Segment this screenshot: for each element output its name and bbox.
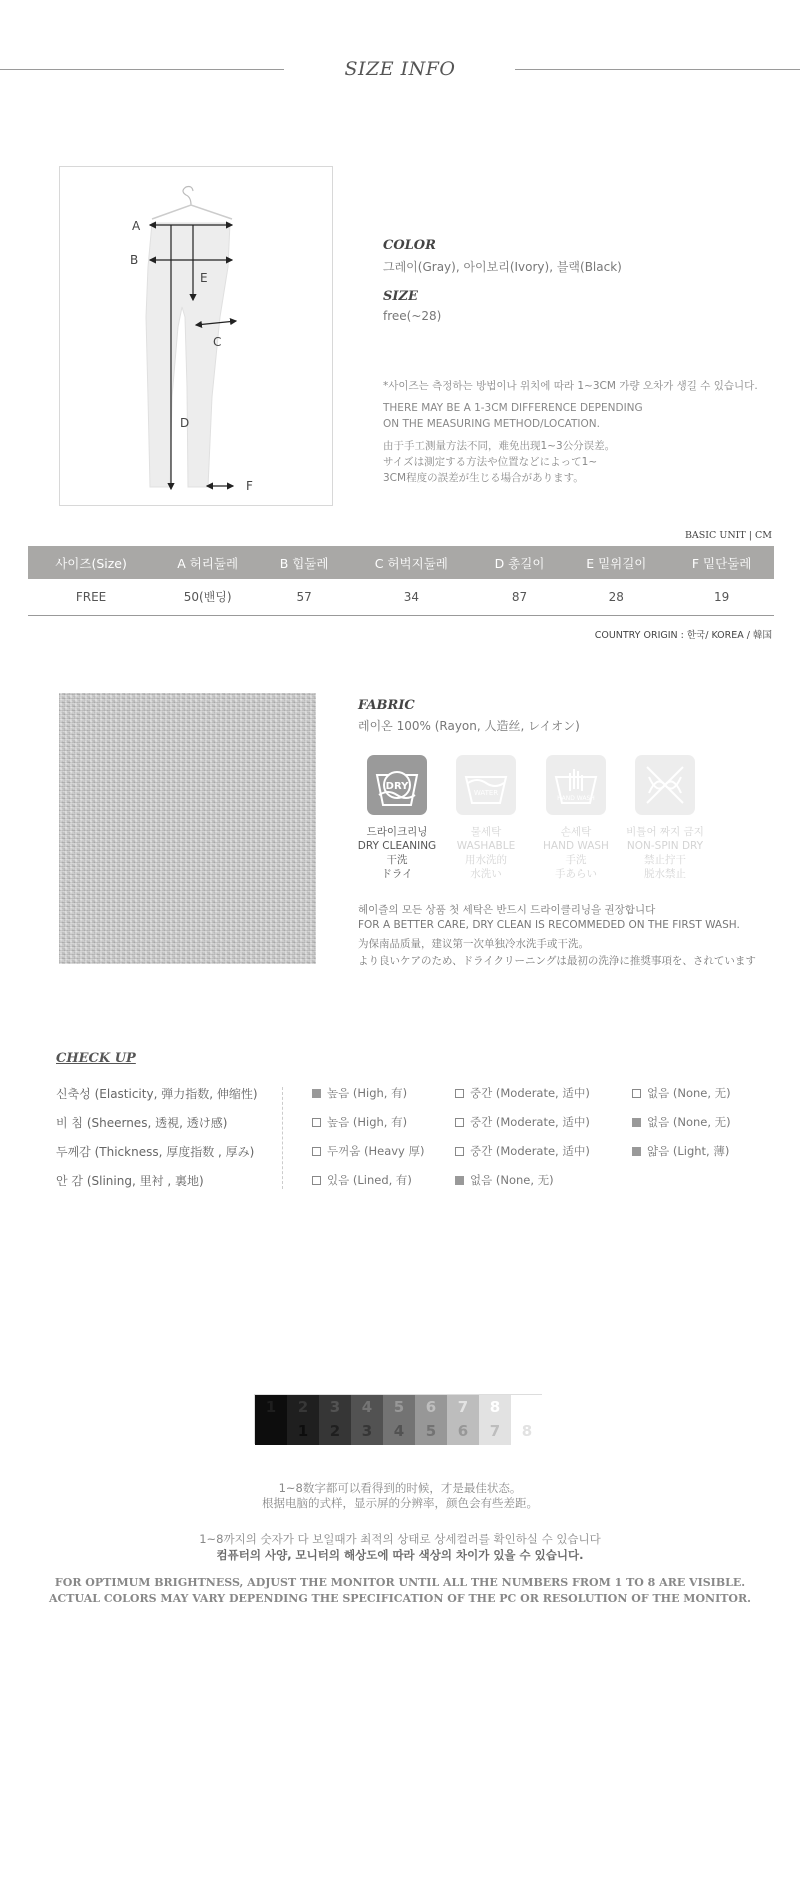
care-line: HAND WASH bbox=[543, 840, 609, 852]
care-line: 비틀어 짜지 금지 bbox=[626, 826, 704, 838]
checkup-option bbox=[632, 1143, 729, 1159]
checkup-option bbox=[312, 1143, 425, 1159]
table-header: A 허리둘레 bbox=[154, 546, 261, 579]
checkup-option bbox=[455, 1085, 590, 1101]
note-line: 3CM程度の誤差が生じる場合があります。 bbox=[383, 472, 584, 484]
care-line: 用水洗的 bbox=[465, 854, 507, 866]
checkbox bbox=[312, 1147, 321, 1156]
table-cell: 19 bbox=[669, 579, 774, 615]
wash-badge-text: WATER bbox=[473, 789, 499, 797]
table-cell: 50(밴딩) bbox=[154, 579, 261, 615]
strip-number-top: 4 bbox=[361, 1398, 373, 1416]
size-heading: SIZE bbox=[383, 289, 418, 304]
fabric-value: 레이온 100% (Rayon, 人造丝, レイオン) bbox=[358, 719, 580, 733]
diagram-label-b: B bbox=[130, 253, 139, 267]
care-line: 손세탁 bbox=[560, 826, 592, 838]
table-header: E 밑위길이 bbox=[563, 546, 669, 579]
checkup-label-sheerness: 비 침 (Sheernes, 透視, 透け感) bbox=[56, 1116, 228, 1130]
strip-number-top: 2 bbox=[297, 1398, 309, 1416]
table-header: D 총길이 bbox=[476, 546, 564, 579]
table-header: C 허벅지둘레 bbox=[347, 546, 476, 579]
care-label-wash bbox=[436, 825, 536, 881]
option-text: 두꺼움 (Heavy 厚) bbox=[327, 1144, 425, 1158]
note-line: *사이즈는 측정하는 방법이나 위치에 따라 1~3CM 가량 오차가 생길 수 있습니다. bbox=[383, 380, 758, 392]
care-line: WASHABLE bbox=[456, 840, 516, 852]
strip-number-bottom: 5 bbox=[425, 1422, 437, 1440]
footer-en-line: ACTUAL COLORS MAY VARY DEPENDING THE SPECIFICATION OF THE PC OR RESOLUTION OF THE MONITOR. bbox=[49, 1592, 751, 1605]
option-text: 중간 (Moderate, 适中) bbox=[470, 1115, 590, 1129]
option-text: 없음 (None, 无) bbox=[647, 1115, 731, 1129]
table-header: B 힙둘레 bbox=[261, 546, 347, 579]
checkbox-checked bbox=[632, 1118, 641, 1127]
note-line: 由于手工测量方法不同，难免出现1~3公分误差。 bbox=[383, 440, 616, 452]
strip-number-bottom: 2 bbox=[329, 1422, 341, 1440]
checkbox bbox=[312, 1176, 321, 1185]
diagram-label-c: C bbox=[213, 335, 222, 349]
dry-badge-text: DRY bbox=[385, 781, 409, 792]
care-label-dry bbox=[347, 825, 447, 881]
size-table bbox=[28, 546, 774, 616]
checkup-option bbox=[312, 1172, 412, 1188]
diagram-label-d: D bbox=[180, 416, 190, 430]
strip-number-bottom: 8 bbox=[521, 1422, 533, 1440]
checkup-option bbox=[632, 1114, 731, 1130]
hand-wash-badge-text: HAND WASH bbox=[557, 795, 595, 802]
checkup-divider bbox=[282, 1087, 283, 1189]
checkbox bbox=[455, 1089, 464, 1098]
strip-number-bottom: 1 bbox=[297, 1422, 309, 1440]
size-value: free(~28) bbox=[383, 309, 442, 323]
checkup-option bbox=[455, 1114, 590, 1130]
strip-number-bottom: 3 bbox=[361, 1422, 373, 1440]
table-cell: 28 bbox=[563, 579, 669, 615]
fabric-heading: FABRIC bbox=[358, 698, 415, 713]
care-line: 禁止拧干 bbox=[644, 854, 686, 866]
checkup-label-elasticity: 신축성 (Elasticity, 弾力指数, 伸缩性) bbox=[56, 1087, 258, 1101]
strip-number-top: 8 bbox=[489, 1398, 501, 1416]
note-line: THERE MAY BE A 1-3CM DIFFERENCE DEPENDING bbox=[383, 402, 643, 414]
care-line: 手あらい bbox=[555, 868, 597, 880]
table-cell: 34 bbox=[347, 579, 476, 615]
strip-number-top: 5 bbox=[393, 1398, 405, 1416]
checkup-label-thickness: 두께감 (Thickness, 厚度指数 , 厚み) bbox=[56, 1145, 255, 1159]
option-text: 중간 (Moderate, 适中) bbox=[470, 1086, 590, 1100]
checkup-option bbox=[312, 1085, 407, 1101]
color-heading: COLOR bbox=[383, 238, 436, 253]
checkbox bbox=[455, 1118, 464, 1127]
checkup-option bbox=[312, 1114, 407, 1130]
strip-number-top: 1 bbox=[265, 1398, 277, 1416]
table-row bbox=[28, 579, 774, 615]
diagram-label-a: A bbox=[132, 219, 141, 233]
page-title: SIZE INFO bbox=[344, 58, 456, 80]
table-cell: 87 bbox=[476, 579, 564, 615]
checkbox bbox=[312, 1118, 321, 1127]
diagram-label-f: F bbox=[246, 479, 253, 493]
country-origin: COUNTRY ORIGIN : 한국/ KOREA / 韓国 bbox=[594, 630, 772, 641]
care-note-jp: より良いケアのため、ドライクリーニングは最初の洗浄に推奨事項を、されています bbox=[358, 955, 756, 967]
color-value: 그레이(Gray), 아이보리(Ivory), 블랙(Black) bbox=[383, 260, 622, 274]
table-cell: FREE bbox=[28, 579, 154, 615]
checkbox-checked bbox=[632, 1147, 641, 1156]
care-label-no-spin bbox=[615, 825, 715, 881]
strip-number-bottom: 7 bbox=[489, 1422, 501, 1440]
footer-kr-line: 1~8까지의 숫자가 다 보일때가 최적의 상태로 상세컬러를 확인하실 수 있습니다 bbox=[199, 1532, 601, 1546]
care-line: 干洗 bbox=[386, 854, 408, 866]
table-cell: 57 bbox=[261, 579, 347, 615]
wash-icon bbox=[456, 755, 516, 815]
leggings-illustration bbox=[60, 167, 334, 507]
strip-number-top: 7 bbox=[457, 1398, 469, 1416]
care-line: 드라이크리닝 bbox=[366, 826, 428, 838]
table-header: 사이즈(Size) bbox=[28, 546, 154, 579]
strip-number-bottom: 4 bbox=[393, 1422, 405, 1440]
care-line: 물세탁 bbox=[470, 826, 502, 838]
care-line: DRY CLEANING bbox=[357, 840, 437, 852]
option-text: 얇음 (Light, 薄) bbox=[647, 1144, 730, 1158]
dry-clean-icon bbox=[367, 755, 427, 815]
strip-number-top: 6 bbox=[425, 1398, 437, 1416]
checkbox bbox=[632, 1089, 641, 1098]
care-note-cn: 为保南品质量，建议第一次单独冷水洗手或干洗。 bbox=[358, 938, 589, 950]
care-line: ドライ bbox=[381, 868, 413, 880]
option-text: 높음 (High, 有) bbox=[327, 1086, 408, 1100]
care-note-kr: 헤이즐의 모든 상품 첫 세탁은 반드시 드라이클리닝을 권장합니다 bbox=[358, 904, 656, 916]
footer-en-line: FOR OPTIMUM BRIGHTNESS, ADJUST THE MONITOR UNTIL ALL THE NUMBERS FROM 1 TO 8 ARE VISIBLE. bbox=[54, 1576, 746, 1589]
strip-number-bottom: 6 bbox=[457, 1422, 469, 1440]
brightness-strip bbox=[254, 1394, 542, 1444]
no-spin-dry-icon bbox=[635, 755, 695, 815]
care-line: 脱水禁止 bbox=[644, 868, 686, 880]
option-text: 중간 (Moderate, 适中) bbox=[470, 1144, 590, 1158]
table-header-row bbox=[28, 546, 774, 579]
care-line: 水洗い bbox=[470, 868, 502, 880]
diagram-label-e: E bbox=[200, 271, 208, 285]
option-text: 높음 (High, 有) bbox=[327, 1115, 408, 1129]
fabric-swatch bbox=[59, 693, 316, 964]
checkbox-checked bbox=[455, 1176, 464, 1185]
checkup-option bbox=[632, 1085, 731, 1101]
note-line: サイズは測定する方法や位置などによって1~ bbox=[383, 456, 598, 468]
checkup-option bbox=[455, 1172, 554, 1188]
footer-cn-line: 根据电脑的式样，显示屏的分辨率，颜色会有些差距。 bbox=[262, 1496, 538, 1510]
table-header: F 밑단둘레 bbox=[669, 546, 774, 579]
strip-number-top: 3 bbox=[329, 1398, 341, 1416]
basic-unit: BASIC UNIT | CM bbox=[684, 530, 772, 541]
hand-wash-icon bbox=[546, 755, 606, 815]
measurement-note bbox=[383, 378, 758, 486]
care-label-hand-wash bbox=[526, 825, 626, 881]
note-line: ON THE MEASURING METHOD/LOCATION. bbox=[383, 418, 600, 430]
measurement-diagram bbox=[59, 166, 333, 506]
footer-cn-line: 1~8数字都可以看得到的时候，才是最佳状态。 bbox=[278, 1481, 522, 1495]
checkup-label-lining: 안 감 (Slining, 里衬 , 裏地) bbox=[56, 1174, 204, 1188]
checkbox-checked bbox=[312, 1089, 321, 1098]
care-note-en: FOR A BETTER CARE, DRY CLEAN IS RECOMMEDED ON THE FIRST WASH. bbox=[358, 919, 740, 931]
checkbox bbox=[455, 1147, 464, 1156]
footer-kr-line: 컴퓨터의 사양, 모니터의 해상도에 따라 색상의 차이가 있을 수 있습니다. bbox=[216, 1548, 584, 1562]
checkup-title: CHECK UP bbox=[56, 1051, 136, 1066]
option-text: 없음 (None, 无) bbox=[647, 1086, 731, 1100]
option-text: 없음 (None, 无) bbox=[470, 1173, 554, 1187]
option-text: 있음 (Lined, 有) bbox=[327, 1173, 412, 1187]
checkup-option bbox=[455, 1143, 590, 1159]
care-line: 手洗 bbox=[565, 854, 587, 866]
care-line: NON-SPIN DRY bbox=[626, 840, 704, 852]
